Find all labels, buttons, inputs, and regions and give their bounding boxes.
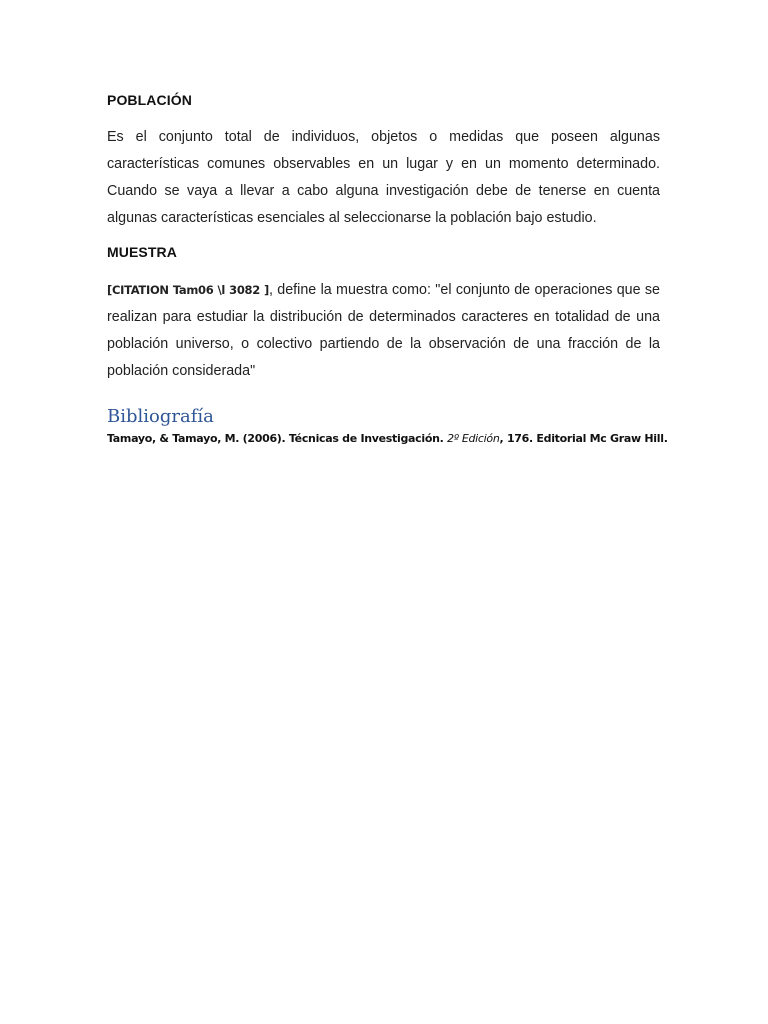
bibliography-entry-publisher: , 176. Editorial Mc Graw Hill. xyxy=(499,432,668,445)
bibliography-entry-edition: 2º Edición xyxy=(447,432,500,445)
section-text-muestra xyxy=(107,277,660,385)
bibliography-title: Bibliografía xyxy=(107,406,214,427)
muestra-definition-text: , define la muestra como: "el conjunto de operaciones que se realizan para estudiar la distribución de determinados caracteres en totalidad de una población universo, o colectivo partiendo de la observación de una fracción de la población considerada" xyxy=(107,282,660,379)
section-heading-poblacion: POBLACIÓN xyxy=(107,92,192,108)
section-text-poblacion: Es el conjunto total de individuos, objetos o medidas que poseen algunas características comunes observables en un lugar y en un momento determinado. Cuando se vaya a llevar a cabo alguna investigación debe de tenerse en cuenta algunas características esenciales al seleccionarse la población bajo estudio. xyxy=(107,129,660,226)
bibliography-entry-main: Tamayo, & Tamayo, M. (2006). Técnicas de Investigación. xyxy=(107,432,448,445)
bibliography-entry xyxy=(107,430,668,448)
document-page xyxy=(107,88,668,448)
citation-field: [CITATION Tam06 \l 3082 ] xyxy=(107,283,269,297)
section-heading-muestra: MUESTRA xyxy=(107,244,177,260)
